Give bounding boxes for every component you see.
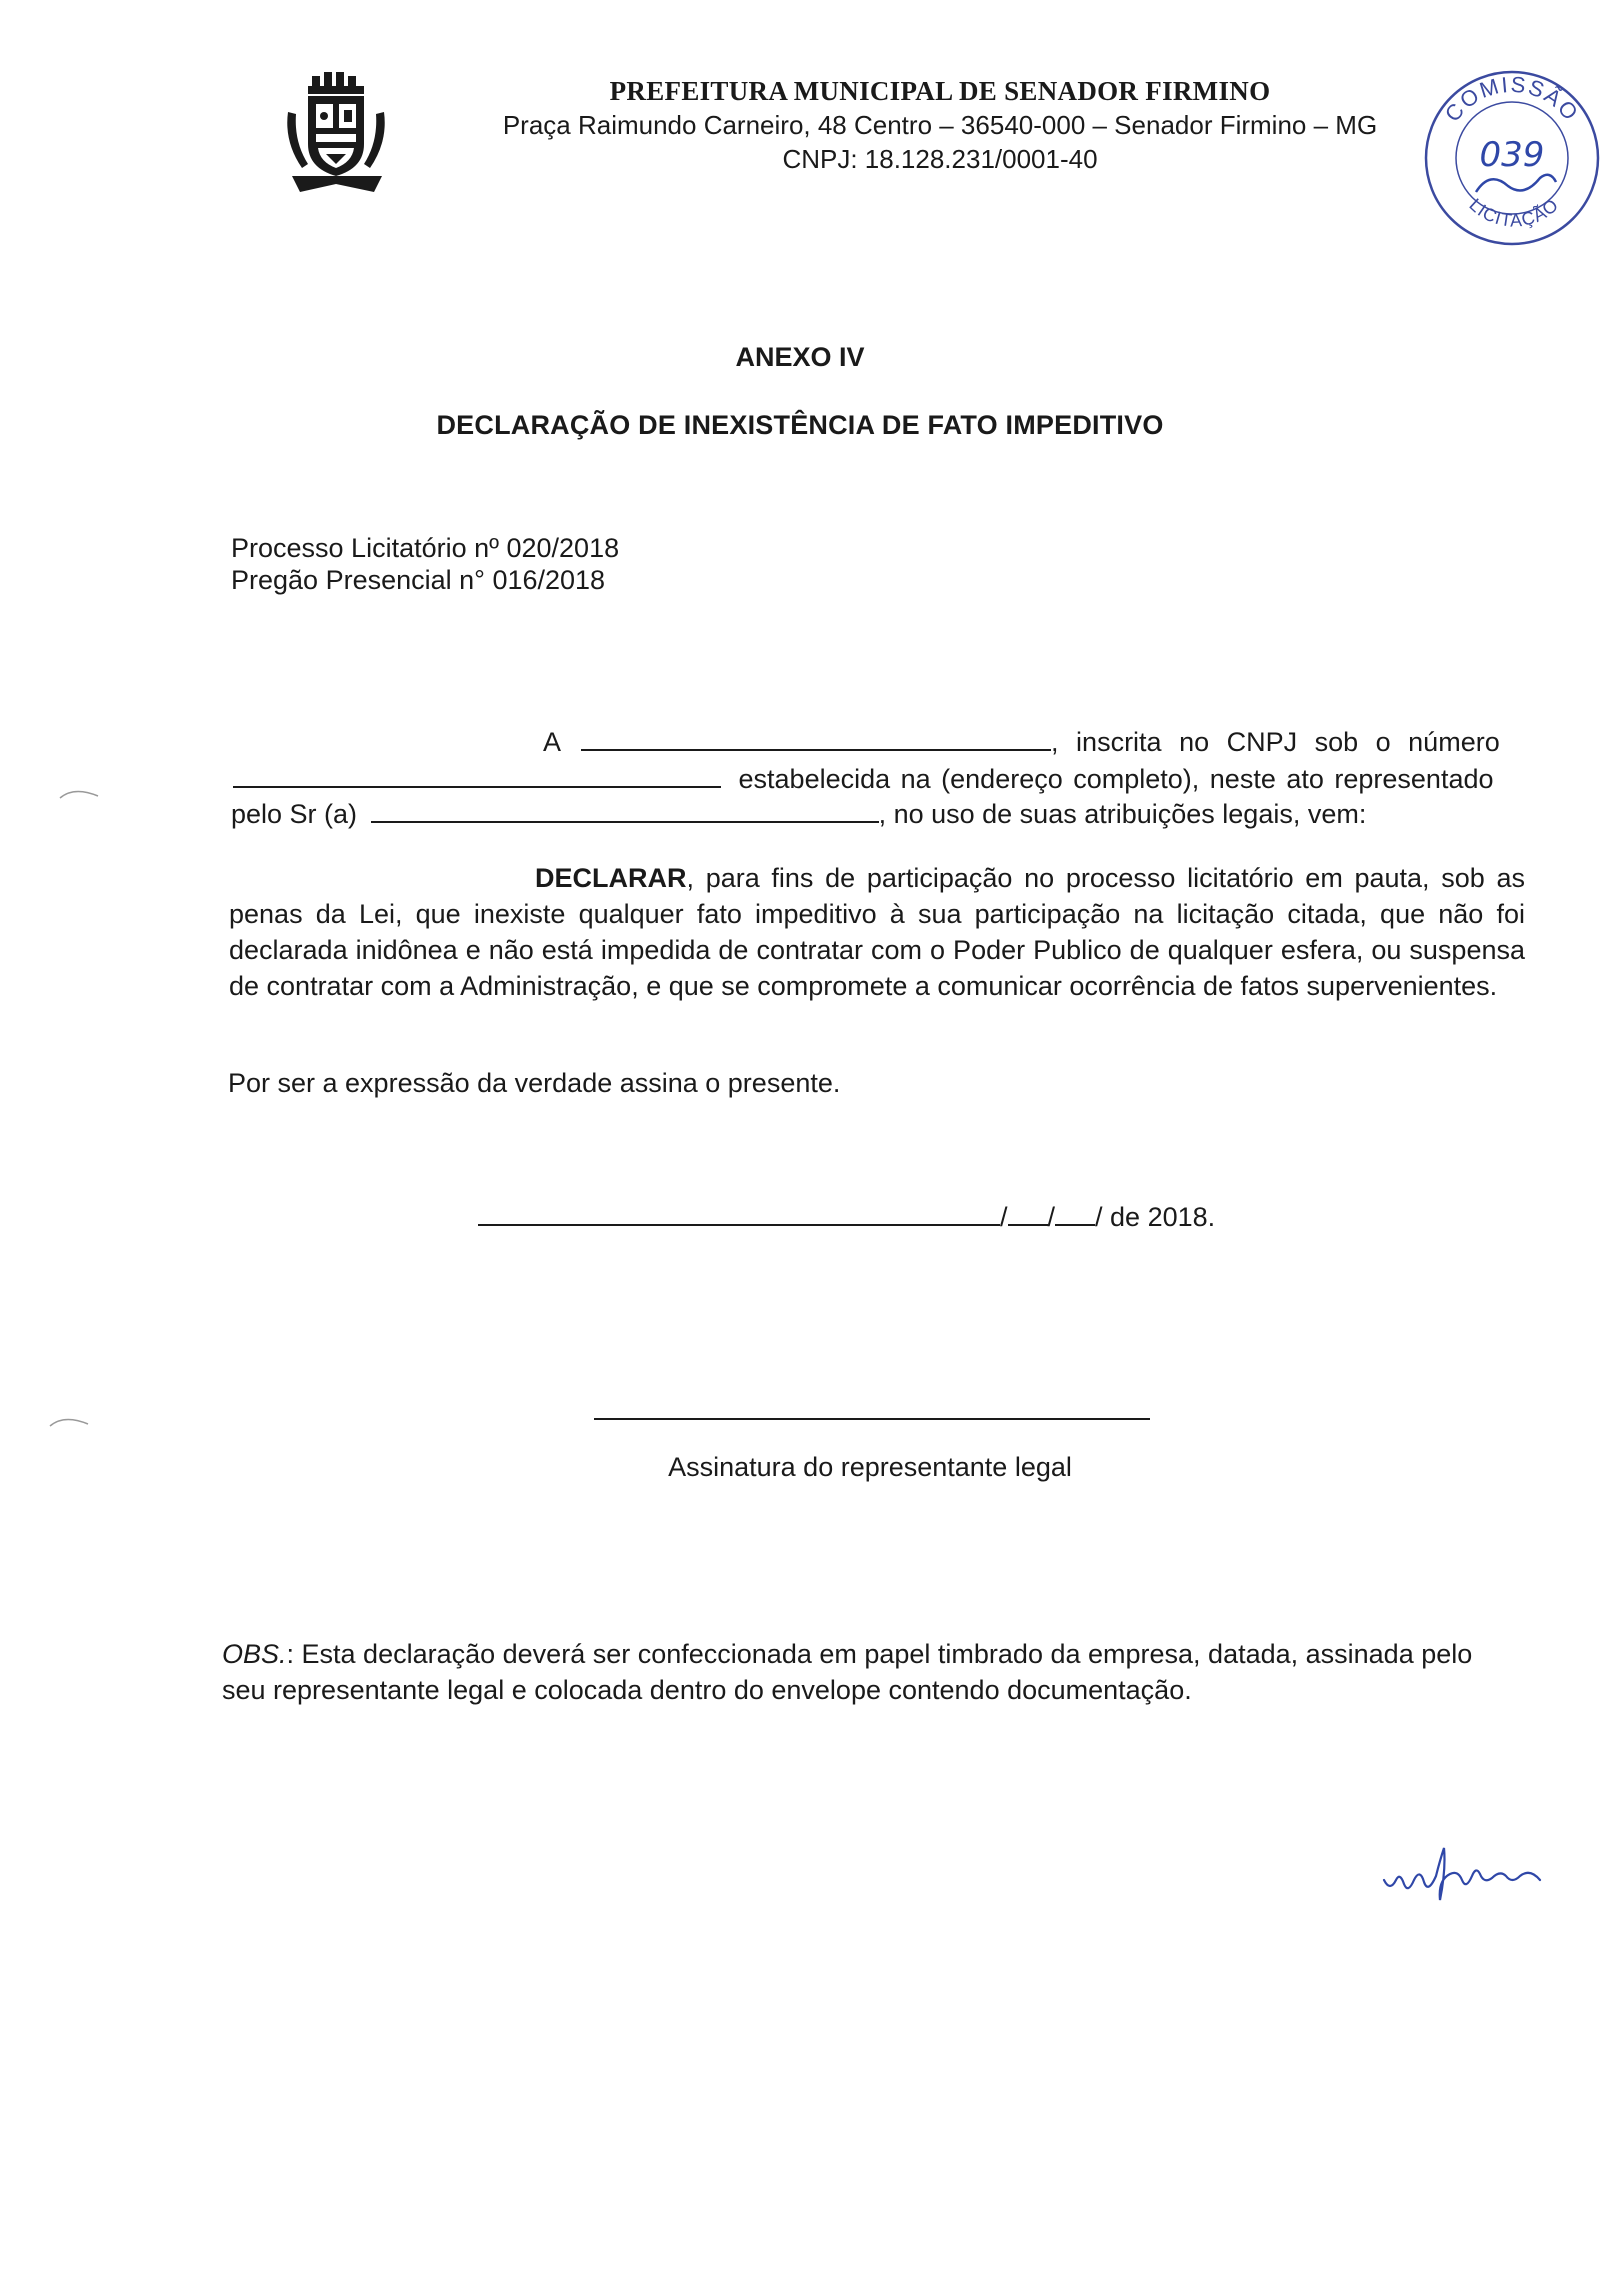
date-line xyxy=(478,1200,1215,1233)
handwritten-initials-icon xyxy=(1380,1840,1560,1910)
article-a: A xyxy=(543,727,560,757)
representative-line xyxy=(231,797,1366,830)
letterhead xyxy=(440,74,1440,176)
attributions-text: , no uso de suas atribuições legais, vem: xyxy=(878,799,1367,829)
representative-blank[interactable] xyxy=(371,797,879,823)
observation-note xyxy=(222,1636,1522,1708)
address-prompt: estabelecida na (endereço completo), neste ato representado xyxy=(738,764,1494,794)
obs-label: OBS. xyxy=(222,1639,287,1669)
stamp-bottom-text: LICITAÇÃO xyxy=(1465,194,1563,231)
municipality-name: PREFEITURA MUNICIPAL DE SENADOR FIRMINO xyxy=(609,76,1271,106)
company-name-line xyxy=(543,725,1500,758)
date-separator: / xyxy=(1047,1202,1056,1232)
svg-text:LICITAÇÃO xyxy=(1465,194,1562,230)
obs-text: : Esta declaração deverá ser confeccionada em papel timbrado da empresa, datada, assinada pelo seu representante legal e colocada dentro do envelope contendo documentação. xyxy=(222,1639,1473,1705)
cnpj-address-line xyxy=(233,762,1494,795)
signature-label: Assinatura do representante legal xyxy=(668,1452,1072,1482)
declaration-title: DECLARAÇÃO DE INEXISTÊNCIA DE FATO IMPEDITIVO xyxy=(436,410,1164,440)
representative-prompt: pelo Sr (a) xyxy=(231,799,358,829)
stamp-page-number: 039 xyxy=(1479,135,1545,175)
margin-mark-icon xyxy=(58,784,108,804)
signature-line[interactable] xyxy=(594,1418,1150,1420)
municipality-cnpj: CNPJ: 18.128.231/0001-40 xyxy=(782,144,1098,174)
municipality-address: Praça Raimundo Carneiro, 48 Centro – 36540-000 – Senador Firmino – MG xyxy=(502,110,1378,140)
place-blank[interactable] xyxy=(478,1200,1000,1226)
declare-text: , para fins de participação no processo licitatório em pauta, sob as penas da Lei, que inexiste qualquer fato impeditivo à sua participação na licitação citada, que não foi declarada inidônea e não está impedida de contratar com o Poder Publico de qualquer esfera, ou suspensa de contratar com a Administração, e que se compromete a comunicar ocorrência de fatos supervenientes. xyxy=(229,863,1525,1001)
declare-bold: DECLARAR xyxy=(535,863,687,893)
cnpj-blank[interactable] xyxy=(233,762,721,788)
month-blank[interactable] xyxy=(1055,1200,1095,1226)
municipal-coat-of-arms-icon xyxy=(282,72,392,202)
stamp-top-text: COMISSÃO xyxy=(1439,71,1585,127)
truth-statement: Por ser a expressão da verdade assina o presente. xyxy=(228,1068,841,1098)
annex-title: ANEXO IV xyxy=(735,342,865,372)
day-blank[interactable] xyxy=(1008,1200,1048,1226)
commission-stamp-icon xyxy=(1418,62,1600,248)
margin-mark-icon xyxy=(48,1412,98,1432)
declaration-paragraph xyxy=(229,860,1525,1004)
date-separator: / xyxy=(1000,1202,1008,1232)
cnpj-prompt: , inscrita no CNPJ sob o número xyxy=(1051,727,1500,757)
svg-text:COMISSÃO xyxy=(1440,72,1585,127)
company-name-blank[interactable] xyxy=(581,725,1051,751)
process-info xyxy=(231,532,619,596)
process-number: Processo Licitatório nº 020/2018 xyxy=(231,533,620,563)
pregao-number: Pregão Presencial n° 016/2018 xyxy=(231,565,606,595)
year-text: / de 2018. xyxy=(1095,1202,1216,1232)
